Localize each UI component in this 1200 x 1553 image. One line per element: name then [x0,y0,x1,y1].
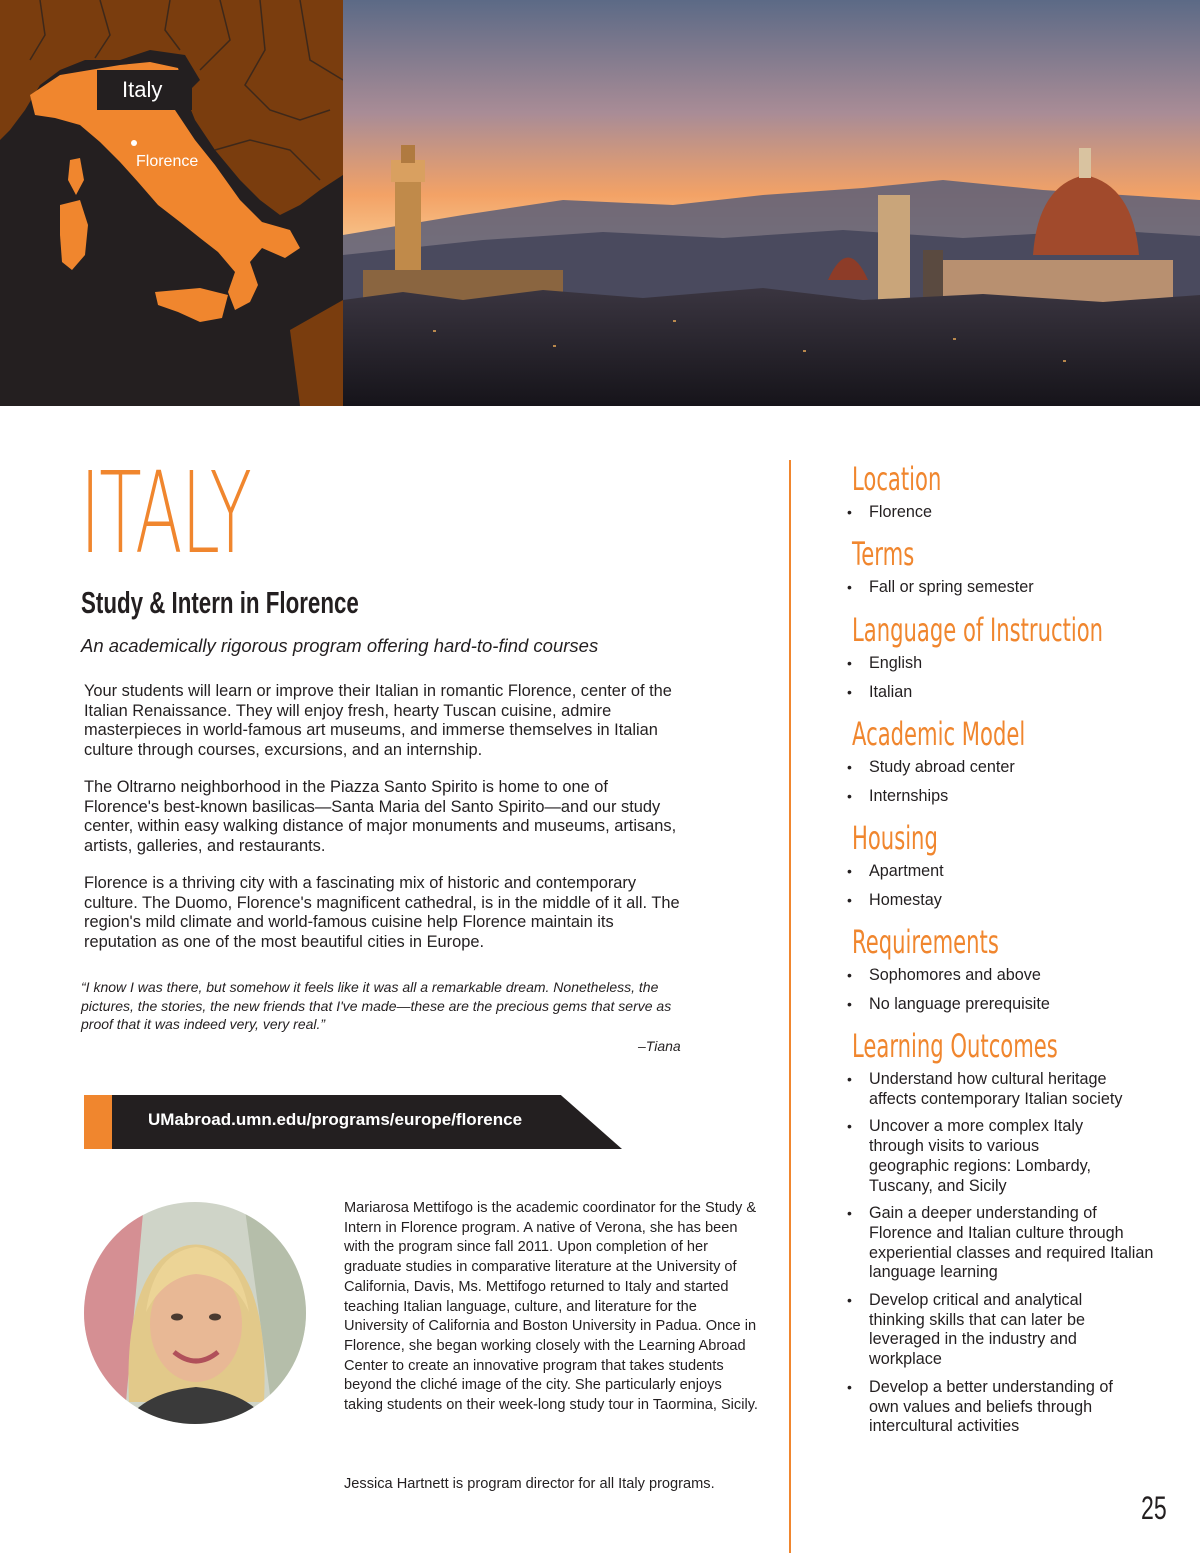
location-section [852,462,1182,523]
learning-outcomes-section [852,1029,1157,1437]
outcome-item: • Gain a deeper understanding of Florence and Italian culture through experiential classes and required Italian language learning [852,1204,1157,1283]
url-banner-accent [84,1095,112,1149]
location-item: • Florence [852,503,1182,523]
map-country-label: Italy [97,70,192,110]
terms-item: • Fall or spring semester [852,578,1182,598]
skyline-image [343,0,1200,406]
learning-outcomes-heading: Learning Outcomes [852,1027,1058,1065]
language-item: • English [852,654,1182,674]
housing-section [852,821,1182,910]
column-divider [789,460,791,1553]
housing-item: • Apartment [852,862,1182,882]
city-paragraph: Florence is a thriving city with a fascinating mix of historic and contemporary culture. The Duomo, Florence's magnificent cathedral, is in the middle of it all. The region's mild climate and world-famous cuisine help Florence maintain its reputation as one of the most beautiful cities in Europe. [84,874,680,952]
quote-author: –Tiana [638,1038,681,1054]
requirements-item: • No language prerequisite [852,995,1182,1015]
outcome-item: • Understand how cultural heritage affects contemporary Italian society [852,1070,1157,1109]
requirements-section [852,925,1182,1014]
language-section [852,613,1182,702]
academic-model-item: • Internships [852,787,1182,807]
map-city-label: Florence [136,153,199,170]
requirements-heading: Requirements [852,923,999,961]
coordinator-portrait [84,1202,306,1424]
florence-skyline-photo [343,0,1200,406]
terms-section [852,537,1182,598]
director-note: Jessica Hartnett is program director for all Italy programs. [344,1476,715,1492]
program-subtitle: Study & Intern in Florence [81,585,359,620]
intro-paragraph: Your students will learn or improve their Italian in romantic Florence, center of the Italian Renaissance. They will enjoy fresh, hearty Tuscan cuisine, admire masterpieces in world-famous art museums, and immerse themselves in Italian culture through courses, excursions, and an internship. [84,682,672,760]
academic-model-section [852,717,1182,806]
language-heading: Language of Instruction [852,611,1104,649]
map-graphic [0,0,343,406]
academic-model-heading: Academic Model [852,715,1026,753]
page-number: 25 [1141,1490,1167,1526]
location-heading: Location [852,460,942,498]
outcome-item: • Uncover a more complex Italy through visits to various geographic regions: Lombardy, Tuscany, and Sicily [852,1117,1157,1196]
academic-model-item: • Study abroad center [852,758,1182,778]
requirements-item: • Sophomores and above [852,966,1182,986]
outcome-item: • Develop a better understanding of own values and beliefs through intercultural activities [852,1378,1157,1437]
language-item: • Italian [852,683,1182,703]
coordinator-bio: Mariarosa Mettifogo is the academic coordinator for the Study & Intern in Florence program. A native of Verona, she has been with the program since fall 2011. Upon completion of her graduate studies in comparative literature at the University of California, Davis, Ms. Mettifogo returned to Italy and started teaching Italian language, culture, and literature for the University of California and Boston University in Padua. Once in Florence, she began working closely with the Learning Abroad Center to create an innovative program that takes students beyond the cliché image of the city. She particularly enjoys taking students on their week-long study tour in Taormina, Sicily. [344,1200,758,1414]
italy-map [0,0,343,406]
page-title: ITALY [80,449,251,579]
neighborhood-paragraph: The Oltrarno neighborhood in the Piazza Santo Spirito is home to one of Florence's best-known basilicas—Santa Maria del Santo Spirito—and our study center, within easy walking distance of major monuments and museums, artisans, artists, galleries, and restaurants. [84,778,677,856]
housing-heading: Housing [852,819,938,857]
program-tagline: An academically rigorous program offering hard-to-find courses [81,635,599,656]
terms-heading: Terms [852,535,915,573]
housing-item: • Homestay [852,891,1182,911]
outcome-item: • Develop critical and analytical thinking skills that can later be leveraged in the industry and workplace [852,1291,1157,1370]
city-marker-icon [131,140,137,146]
program-url-link[interactable]: UMabroad.umn.edu/programs/europe/florence [148,1110,523,1129]
portrait-image [84,1202,306,1424]
student-quote: “I know I was there, but somehow it feels like it was all a remarkable dream. Nonetheless, the pictures, the stories, the new friends that I've made—these are the precious gems that serve as proof that it was indeed very, very real.” [81,979,672,1032]
